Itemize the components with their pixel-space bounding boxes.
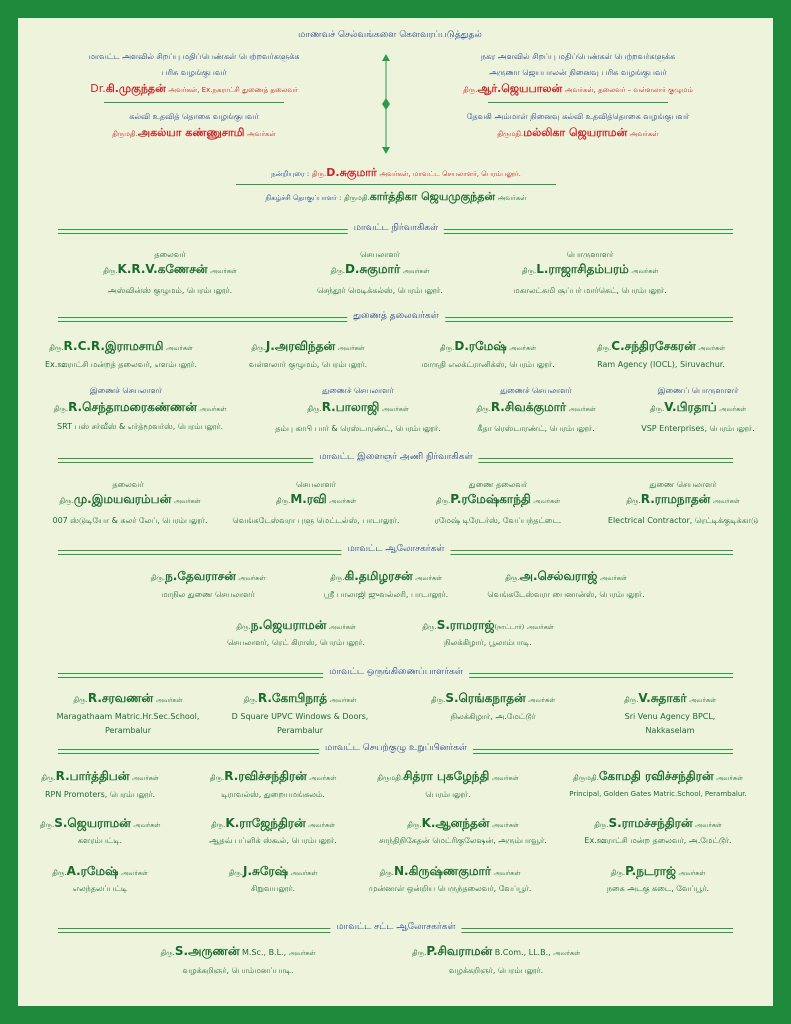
section-header-committee: மாவட்ட செயற்குழு உறுப்பினர்கள் [319,743,473,754]
person-desc: VSP Enterprises, பெரம்பலூர். [641,424,755,433]
person-name: திரு.கி.தமிழரசன் அவர்கள் [329,569,443,583]
role-label: தலைவர் [154,250,186,259]
left-line-2: பரிசு வழங்குபவர் [161,68,227,77]
person-desc: டிராவல்ஸ், துறையமங்கலம். [221,790,325,799]
section-header-legal: மாவட்ட சட்ட ஆலோசகர்கள் [330,922,461,933]
person-desc: செயலாளர், ரெட் கிராஸ், பெரம்பலூர். [227,638,365,647]
person-desc-2: Perambalur [276,726,324,735]
person-name: திரு.S.அருணன் M.Sc., B.L., அவர்கள் [160,944,316,958]
person-desc: வெங்கடேஸ்வரா பைனான்ஸ், பெரம்பலூர். [487,590,645,599]
person-name: திரு.C.சந்திரசேகரன் அவர்கள் [596,339,726,353]
person-name: திரு.S.ரெங்கநாதன் அவர்கள் [430,691,556,705]
person-desc: நிலக்கிழார், பூலாம்பாடி. [444,638,532,647]
person-desc-2: Nakkaselam [645,726,695,735]
right-line-4: தேவகி அம்மாள் நினைவு கல்வி உதவித்தொகை வழங்குபவர் [466,112,690,121]
person-desc: மாநில துணை செயலாளர் [161,590,255,599]
person-name: திரு.V.சுதாகர் அவர்கள் [623,691,717,705]
person-name: திரு.N.கிருஷ்ணகுமார் அவர்கள் [379,864,521,878]
person-name: திரு.D.ரமேஷ் அவர்கள் [439,339,537,353]
right-scholar-name: திருமதி.மல்லிகா ஜெயராமன் அவர்கள் [497,126,659,139]
person-name: திரு.S.ஜெயராமன் அவர்கள் [39,816,161,830]
person-name: திரு.P.நடராஜ் அவர்கள் [610,864,706,878]
person-name: திருமதி.கோமதி ரவிச்சந்திரன் அவர்கள் [573,769,743,783]
thanks-line: நன்றியுரை : திரு.D.சுகுமார் அவர்கள், மாவட்ட செயலாளர், பெரம்பலூர். [271,166,521,179]
person-desc: ஆதவ் பப்ளிக் ஸ்கூல், பெரம்பலூர். [209,836,337,845]
center-arrow-icon [380,54,392,154]
person-desc: 007 ஸ்டுடியோ & கலர் லேப், பெரம்பலூர். [52,516,208,525]
person-name: திரு.J.அரவிந்தன் அவர்கள் [251,339,365,353]
person-desc: Ram Agency (IOCL), Siruvachur. [597,360,725,369]
person-name: திரு.R.பாலாஜி அவர்கள் [307,400,409,414]
person-desc: நகை அடகு கடை, வேப்பூர். [606,884,710,893]
left-line-4: கல்வி உதவித் தொகை வழங்குபவர் [129,112,259,121]
person-desc: வழக்கறிஞர், பொம்மனப்பாடி. [182,966,294,975]
person-desc: Principal, Golden Gates Matric.School, Perambalur. [569,790,747,798]
role-label: துணைச் செயலாளர் [500,386,572,395]
person-name: திரு.R.ராமநாதன் அவர்கள் [626,492,740,506]
left-award-name: Dr.கி.முகுந்தன் அவர்கள், Ex.நகராட்சி துணைத் தலைவர் [90,82,298,95]
person-name: திரு.மு.இமயவரம்பன் அவர்கள் [59,492,201,506]
person-name: திரு.M.ரவி அவர்கள் [275,492,357,506]
right-divider [488,102,668,103]
person-desc: முன்னாள் ஒன்றிய பெருந்தலைவர், வேப்பூர். [368,884,532,893]
person-desc: மகாலட்சுமி சூப்பர் மார்கெட், பெரம்பலூர். [513,286,667,295]
thanks-divider [236,184,556,185]
section-header-coordinators: மாவட்ட ஒருங்கிணைப்பாளர்கள் [323,667,469,678]
person-name: திரு.V.பிரதாப் அவர்கள் [649,400,747,414]
person-desc: வள்ளலார் குழுமம், பெரம்பலூர். [248,360,368,369]
person-desc: RPN Promoters, பெரம்பலூர். [44,790,156,799]
person-name: திரு.L.ராஜாசிதம்பரம் அவர்கள் [521,262,659,276]
right-line-2: அருணா ஜெயபாலன் நினைவு பரிசு வழங்குபவர் [489,68,667,77]
person-desc: சிறுவயலூர். [251,884,295,893]
person-name: திரு.R.பார்த்திபன் அவர்கள் [41,769,159,783]
person-name: திரு.K.ராஜேந்திரன் அவர்கள் [210,816,336,830]
person-desc-2: Perambalur [104,726,152,735]
role-label: இணைப் பொருளாளர் [657,386,739,395]
person-name: திரு.D.சுகுமார் அவர்கள் [330,262,430,276]
person-name: திரு.ந.தேவராசன் அவர்கள் [150,569,266,583]
person-desc: பெரம்பலூர். [425,790,471,799]
person-desc: Ex.ஊராட்சி மன்றத் தலைவர், எளம்பலூர். [45,360,197,369]
person-name: திரு.R.சரவணன் அவர்கள் [73,691,183,705]
role-label: துணை தலைவர் [468,480,528,489]
person-desc: மாருதி எலக்ட்ரானிக்ஸ், பெரம்பலூர். [421,360,555,369]
role-label: துணைச் செயலாளர் [322,386,394,395]
person-desc: ரமேஷ் டிரேடர்ஸ், வேப்பந்தட்டை. [434,516,562,525]
person-desc: வெங்கடேஸ்வரா புளு மெட்டல்ஸ், பாடாலூர். [232,516,400,525]
role-label: இணைச் செயலாளர் [89,386,163,395]
person-desc: Sri Venu Agency BPCL, [624,712,716,721]
person-desc: வழக்கறிஞர், பெரம்பலூர். [448,966,544,975]
role-label: தலைவர் [112,480,144,489]
person-name: திரு.A.ரமேஷ் அவர்கள் [52,864,148,878]
person-name: திரு.R.கோபிநாத் அவர்கள் [243,691,357,705]
section-header-youth-wing: மாவட்ட இளைஞர் அணி நிர்வாகிகள் [313,452,478,463]
person-name: திரு.K.ஆனந்தன் அவர்கள் [407,816,519,830]
person-desc: நிலக்கிழார், அ.மேட்டூர் [450,712,536,721]
role-label: துணை செயலாளர் [649,480,717,489]
section-header-advisors: மாவட்ட ஆலோசகர்கள் [341,544,450,555]
right-line-1: நகர அளவில் சிறப்பு மதிப்பெண்கள் பெற்றவர்களுக்க [480,52,676,61]
section-header-district-officers: மாவட்ட நிர்வாகிகள் [348,223,444,234]
role-label: செயலாளர் [360,250,400,259]
person-desc: கீதா ரெஸ்டாரண்ட், பெரம்பலூர். [477,424,595,433]
left-line-1: மாவட்ட அளவில் சிறப்பு மதிப்பெண்கள் பெற்றவர்களுக்க [88,52,300,61]
top-title: மாணவச் செல்வங்களை கௌவரப்படுத்துதல் [298,30,482,40]
person-name: திரு.R.C.R.இராமசாமி அவர்கள் [49,339,193,353]
page [18,18,773,1006]
role-label: செயலாளர் [296,480,336,489]
person-name: திரு.R.ரவிச்சந்திரன் அவர்கள் [209,769,337,783]
person-name: திரு.ந.ஜெயராமன் அவர்கள் [236,618,356,632]
person-desc: Ex.ஊராட்சி மன்ற தலைவர், அ.மேட்டூர். [584,836,732,845]
person-desc: எலந்தலப்பட்டி [72,884,128,893]
person-name: திருமதி.சித்ரா புகழேந்தி அவர்கள் [377,769,519,783]
person-desc: களரம்பட்டி. [77,836,123,845]
host-line: நிகழ்ச்சி தொகுப்பாளர் : திருமதி.கார்த்திகா ஜெயமுகுந்தன் அவர்கள் [265,190,527,203]
person-desc: SRT பஸ் சர்வீஸ் & எர்த்மூவர்ஸ், பெரம்பலூர். [57,422,223,431]
person-name: திரு.J.சுரேஷ் அவர்கள் [228,864,318,878]
right-award-name: திரு.ஆர்.ஜெயபாலன் அவர்கள், தலைவர் – வள்ளலார் குழுமம் [462,82,694,95]
role-label: பொருளாளர் [566,250,614,259]
person-desc: ஸ்ரீ பாலாஜி ஜுவல்லரி, பாடாலூர். [323,590,449,599]
section-header-vice-presidents: துணைத் தலைவர்கள் [347,311,445,322]
person-desc: அஸ்வின்ஸ் குழுமம், பெரம்பலூர். [107,286,233,295]
person-name: திரு.P.சிவராமன் B.Com., LL.B., அவர்கள் [411,944,581,958]
left-divider [104,102,284,103]
person-name: திரு.K.R.V.கணேசன் அவர்கள் [103,262,237,276]
person-name: திரு.R.செந்தாமரைகண்ணன் அவர்கள் [53,400,227,414]
person-desc: சாந்திநிகேதன் மெட்ரிகுலேஷன், அரும்பாவூர். [379,836,547,845]
person-desc: தம்பு காபி பார் & ரெஸ்டாரண்ட், பெரம்பலூர். [275,424,441,433]
person-desc: D Square UPVC Windows & Doors, [231,712,369,721]
person-name: திரு.S.ராமச்சந்திரன் அவர்கள் [594,816,722,830]
person-name: திரு.S.ராமராஜ்(நாட்டார்) அவர்கள் [422,618,554,632]
person-desc: Electrical Contractor, ரெட்டிக்குடிக்காடு [607,516,759,525]
person-name: திரு.P.ரமேஷ்காந்தி அவர்கள் [435,492,561,506]
person-name: திரு.அ.செல்வராஜ் அவர்கள் [505,569,627,583]
person-desc: Maragathaam Matric.Hr.Sec.School, [56,712,200,721]
person-name: திரு.R.சிவக்குமார் அவர்கள் [476,400,596,414]
left-scholar-name: திருமதி.அகல்யா கண்ணுசாமி அவர்கள் [112,126,276,139]
person-desc: செந்தூர் மெடிக்கல்ஸ், பெரம்பலூர். [317,286,443,295]
